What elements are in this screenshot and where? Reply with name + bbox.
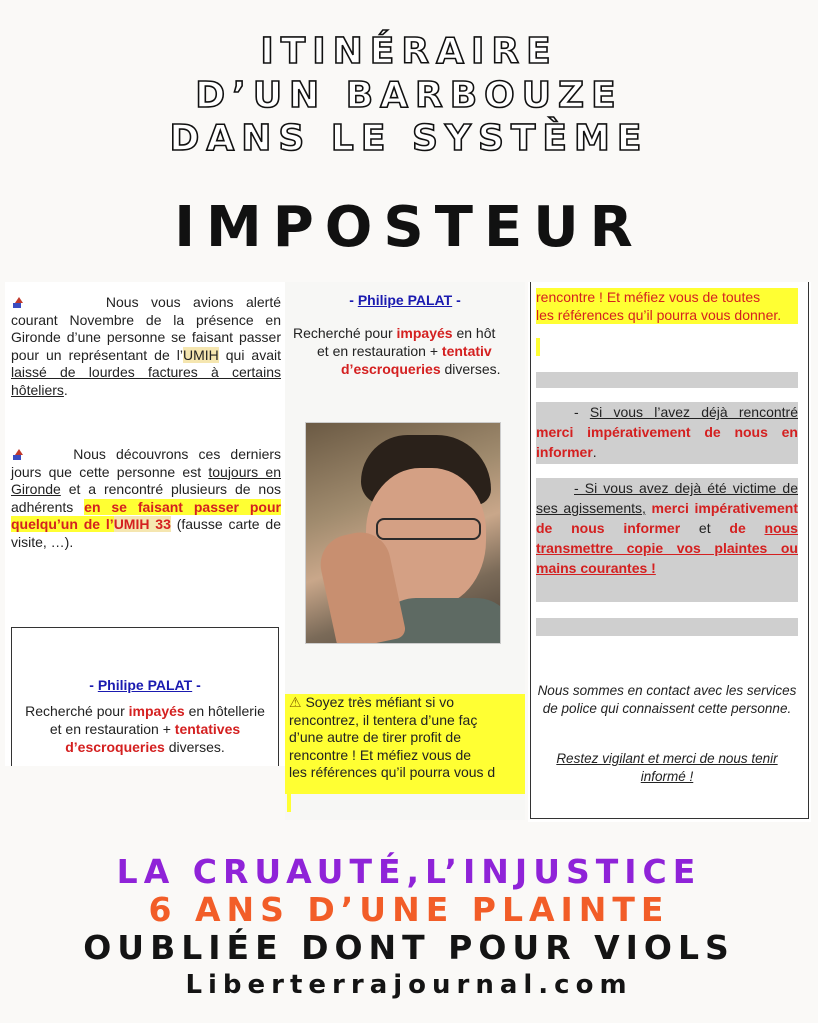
bullet-arrow-icon: [11, 297, 23, 309]
block2-mid: et: [680, 520, 730, 536]
desc-escroqueries: d’escroqueries: [341, 361, 441, 377]
para1-text-b: qui avait: [218, 346, 281, 363]
warn-line-5: les références qu’il pourra vous d: [289, 764, 496, 780]
title-line-2: D’UN BARBOUZE: [195, 75, 623, 116]
dash-left: -: [89, 677, 98, 693]
dash: -: [574, 404, 590, 420]
dash-left: -: [349, 292, 358, 308]
warning-icon: ⚠: [289, 694, 302, 710]
grey-bar-2: [536, 618, 798, 636]
block1-end: .: [592, 444, 597, 460]
warn-line-1: Soyez très méfiant si vo: [301, 694, 455, 710]
highlight-marker: [536, 338, 540, 356]
bottom-line-3: OUBLIÉE DONT POUR VIOLS: [83, 928, 735, 967]
site-url[interactable]: Liberterrajournal.com: [185, 970, 633, 1000]
dash-right: -: [452, 292, 461, 308]
title-line-1: ITINÉRAIRE: [260, 31, 558, 72]
wanted-description: [12, 702, 278, 756]
name-line: [285, 292, 525, 308]
wanted-description: [293, 324, 525, 378]
umih-mark: UMIH: [182, 346, 219, 363]
wanted-name-line: [12, 676, 278, 694]
block2-underlined: - Si vous avez dejà été victime de ses agissements,: [536, 480, 798, 516]
desc-tentatives: tentatives d’escroqueries: [65, 721, 241, 755]
photo-glasses: [376, 518, 481, 540]
para2-underlined: toujours en Gironde: [11, 463, 281, 497]
dash-right: -: [192, 677, 201, 693]
block1-underlined: Si vous l’avez déjà rencontré: [589, 404, 798, 420]
paragraph-1: [11, 294, 281, 399]
grey-bar-1: [536, 372, 798, 388]
warn-top-1: rencontre ! Et méfiez vous de toutes: [536, 289, 761, 305]
warn-line-4: rencontre ! Et méfiez vous de: [289, 746, 472, 763]
desc-3: en hôt: [452, 325, 496, 341]
warning-continuation: [536, 288, 798, 324]
warn-line-3: d’une autre de tirer profit de: [289, 729, 461, 745]
wanted-name: Philipe PALAT: [357, 292, 453, 308]
document-panel-left: [5, 282, 285, 766]
para1-text: Nous vous avions alerté courant Novembre de la présence en Gironde d’une personne se faisant passer pour un représentant de l’: [11, 294, 281, 363]
contact-note: Nous sommes en contact avec les services de police qui connaissent cette personne.: [537, 683, 797, 716]
bottom-line-2: 6 ANS D’UNE PLAINTE: [148, 890, 670, 929]
para2-end: (fausse carte de visite, …).: [11, 516, 282, 550]
block2-red-3: nous transmettre copie vos plaintes ou mains courantes !: [536, 520, 798, 576]
warn-top-2: les références qu’il pourra vous donner.: [536, 307, 782, 323]
desc-tentatives: tentativ: [441, 343, 492, 359]
desc-1: Recherché pour: [25, 703, 129, 719]
grey-block-1: [536, 402, 798, 464]
warning-box: [285, 694, 525, 794]
block2-red-2: de: [729, 520, 765, 536]
block1-red: merci impérativement de nous en informer: [536, 424, 798, 460]
bullet-arrow-icon: [11, 449, 23, 461]
highlight-marker: [287, 794, 291, 812]
desc-1: Recherché pour: [293, 325, 397, 341]
paragraph-2: [11, 446, 281, 551]
para2-highlight: en se faisant passer pour quelqu’un de l’: [11, 498, 281, 532]
warn-line-2: rencontrez, il tentera d’une faç: [289, 711, 478, 728]
wanted-name: Philipe PALAT: [97, 677, 193, 693]
document-panel-right: [528, 282, 811, 822]
vigilant-note: Restez vigilant et merci de nous tenir informé !: [556, 751, 778, 784]
block2-red-1: merci impérativement de nous informer: [536, 500, 798, 536]
para2-text-b: et a rencontré plusieurs de nos adhérents: [11, 481, 281, 515]
desc-4: et en restauration +: [317, 343, 442, 359]
document-panel-middle: [285, 282, 525, 820]
desc-impayes: impayés: [396, 325, 453, 341]
para1-underlined: laissé de lourdes factures à certains hôteliers: [11, 364, 281, 398]
wanted-box: [11, 627, 279, 766]
desc-7: diverses.: [440, 361, 501, 377]
desc-5: diverses.: [164, 739, 225, 755]
para2-text: Nous découvrons ces derniers jours que cette personne est: [11, 446, 282, 480]
para1-end: .: [63, 381, 68, 398]
grey-block-2: [536, 478, 798, 602]
bottom-line-1: LA CRUAUTÉ,L’INJUSTICE: [116, 852, 702, 891]
suspect-photo: [305, 422, 501, 644]
umih33-mark: UMIH 33: [113, 516, 171, 532]
title-line-3: DANS LE SYSTÈME: [169, 118, 649, 159]
headline: IMPOSTEUR: [174, 195, 644, 260]
desc-impayes: impayés: [128, 703, 185, 719]
desc-3: en hôtellerie et en restauration +: [49, 703, 265, 737]
